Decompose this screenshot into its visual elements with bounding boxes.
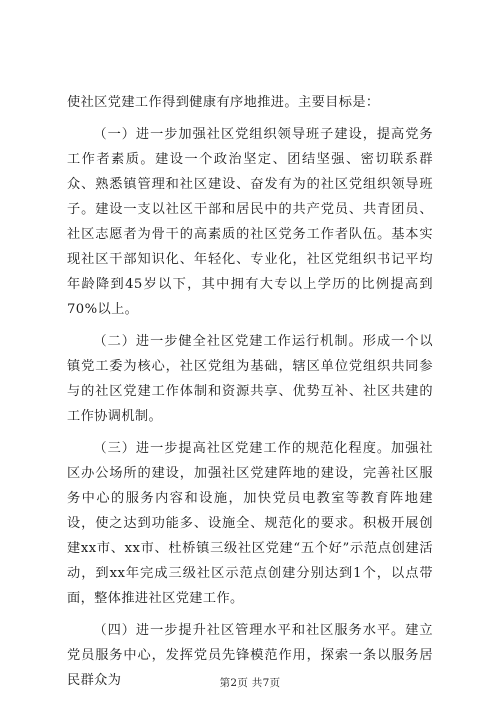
paragraph-goal-2: （二）进一步健全社区党建工作运行机制。形成一个以镇党工委为核心，社区党组为基础，辖区单位党组织共同参与的社区党建工作体制和资源共享、优势互补、社区共建的工作协调机制。 — [67, 334, 433, 424]
paragraph-goal-1: （一）进一步加强社区党组织领导班子建设，提高党务工作者素质。建设一个政治坚定、团结坚强、密切联系群众、熟悉镇管理和社区建设、奋发有为的社区党组织领导班子。建设一支以社区干部和居民中的共产党员、共青团员、社区志愿者为骨干的高素质的社区党务工作者队伍。基本实现社区干部知识化、年轻化、专业化，社区党组织书记平均年龄降到45岁以下，其中拥有大专以上学历的比例提高到70%以上。 — [67, 127, 433, 317]
paragraph-goal-4: （四）进一步提升社区管理水平和社区服务水平。建立党员服务中心，发挥党员先锋模范作用，探索一条以服务居民群众为 — [67, 623, 433, 688]
paragraph-goal-3: （三）进一步提高社区党建工作的规范化程度。加强社区办公场所的建设，加强社区党建阵地的建设，完善社区服务中心的服务内容和设施，加快党员电教室等教育阵地建设，使之达到功能多、设施全、规范化的要求。积极开展创建xx市、xx市、杜桥镇三级社区党建“五个好”示范点创建活动，到xx年完成三级社区示范点创建分别达到1个，以点带面，整体推进社区党建工作。 — [67, 441, 433, 606]
page-number-footer: 第2页 共7页 — [219, 677, 281, 689]
document-body — [67, 90, 433, 693]
paragraph-intro: 使社区党建工作得到健康有序地推进。主要目标是： — [67, 95, 380, 110]
